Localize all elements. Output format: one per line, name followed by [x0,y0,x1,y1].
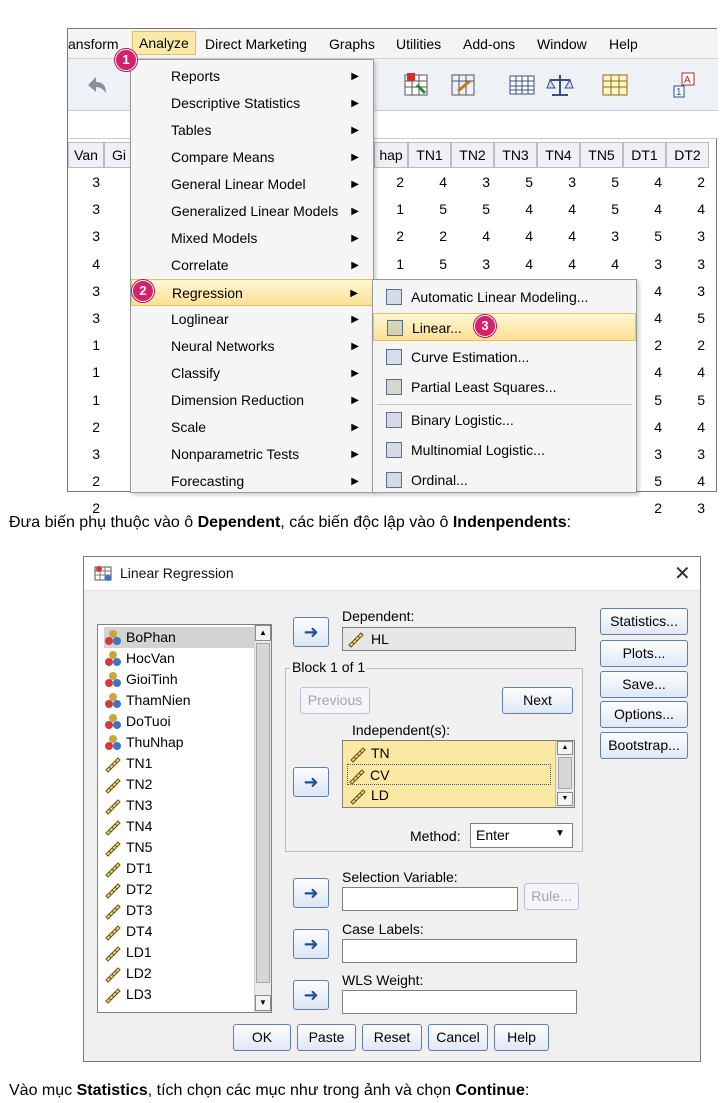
data-cell[interactable]: 2 [439,228,447,245]
variable-item[interactable] [104,984,152,1005]
data-cell[interactable]: 3 [482,174,490,190]
cell-van[interactable]: 3 [92,310,100,326]
data-cell[interactable]: 2 [396,228,404,245]
menu-direct-marketing[interactable]: Direct Marketing [205,36,307,52]
variable-name: HocVan [126,650,175,666]
chevron-right-icon: ▶ [351,125,359,136]
cell-van[interactable]: 4 [92,255,100,272]
variable-item[interactable] [104,837,152,858]
cell-van[interactable]: 3 [92,201,100,218]
scale-variable-icon [104,923,122,940]
weight-cases-icon[interactable] [546,71,574,99]
variable-item[interactable] [104,900,152,921]
dialog-title-bar [84,557,700,591]
chevron-right-icon: ▶ [351,314,359,325]
variable-item[interactable] [104,963,152,984]
scroll-up-icon[interactable]: ▲ [557,741,573,755]
variable-item[interactable] [104,774,152,795]
chevron-right-icon: ▶ [351,206,359,217]
regression-method-icon [386,289,402,305]
scroll-down-icon[interactable]: ▼ [255,995,271,1011]
column-header[interactable]: TN2 [451,142,494,168]
analyze-menu-item[interactable] [131,63,373,90]
menu-item-label: Compare Means [171,149,275,165]
variable-item[interactable] [104,627,254,648]
variable-name: DT1 [126,860,153,876]
regression-method-icon [387,320,403,336]
chevron-right-icon: ▶ [351,395,359,406]
scale-variable-icon [104,860,122,877]
dependent-value: HL [371,631,389,647]
data-cell[interactable]: 4 [611,255,619,272]
variable-item[interactable] [104,795,152,816]
analyze-menu-item[interactable] [131,360,373,387]
scale-variable-icon [104,797,122,814]
step-badge-1: 1 [115,49,137,71]
analyze-menu-item[interactable] [131,279,373,306]
scale-variable-icon [347,631,365,647]
case-labels-field[interactable] [342,939,577,963]
column-header[interactable]: Van [68,142,104,168]
data-cell[interactable]: 2 [697,174,705,190]
independent-scrollbar[interactable] [555,741,574,807]
variable-item[interactable] [104,921,152,942]
regression-submenu-item[interactable] [373,373,636,401]
variable-name: TN4 [126,818,153,834]
next-button[interactable]: Next [502,687,573,714]
plots-button[interactable]: Plots... [600,640,688,667]
data-cell[interactable]: 4 [697,473,705,490]
options-button[interactable]: Options... [600,701,688,728]
menu-item-label: General Linear Model [171,176,306,192]
data-cell[interactable]: 4 [654,364,662,381]
chevron-right-icon: ▶ [351,476,359,487]
data-cell[interactable]: 2 [396,174,404,190]
regression-method-icon [386,379,402,395]
data-cell[interactable]: 1 [396,255,404,272]
data-cell[interactable]: 4 [697,418,705,435]
case-labels-label: Case Labels: [342,921,424,937]
save-button[interactable]: Save... [600,671,688,698]
data-cell[interactable]: 3 [482,255,490,272]
paste-button[interactable]: Paste [297,1024,356,1051]
analyze-menu-item[interactable] [131,333,373,360]
cell-van[interactable]: 3 [92,228,100,245]
statistics-button[interactable]: Statistics... [600,608,688,635]
linear-regression-dialog [83,556,701,1062]
regression-method-icon [386,349,402,365]
cell-van[interactable]: 1 [92,337,100,354]
menu-item-label: Scale [171,419,207,435]
data-cell[interactable]: 5 [697,391,705,408]
nominal-variable-icon [104,671,122,688]
data-cell[interactable]: 2 [697,337,705,354]
caption-bold: Indenpendents [452,514,567,531]
wls-weight-label: WLS Weight: [342,972,424,988]
cell-van[interactable]: 3 [92,446,100,462]
chevron-right-icon: ▶ [351,341,359,352]
reset-button[interactable]: Reset [362,1024,422,1051]
regression-submenu [372,279,637,493]
menu-item-label: Forecasting [171,473,245,489]
submenu-item-label: Curve Estimation... [411,349,530,365]
scale-variable-icon [349,745,367,762]
block-label: Block 1 of 1 [292,659,366,675]
menu-item-label: Descriptive Statistics [171,95,301,111]
analyze-menu-item[interactable] [131,171,373,198]
data-cell[interactable]: 1 [396,201,404,218]
regression-submenu-item[interactable] [373,343,636,371]
caption-bold: Dependent [197,514,281,531]
caption-bold: Statistics [76,1082,148,1099]
variable-name: LD2 [126,965,152,981]
menu-analyze[interactable]: Analyze [132,31,196,55]
column-header[interactable]: DT1 [623,142,666,168]
data-cell[interactable]: 5 [439,255,447,272]
independent-item[interactable] [347,764,551,785]
scale-variable-icon [104,755,122,772]
submenu-item-label: Linear... [412,320,462,336]
data-cell[interactable]: 5 [654,473,662,490]
menu-item-label: Correlate [171,257,229,273]
data-cell[interactable]: 4 [654,310,662,326]
data-cell[interactable]: 2 [654,337,662,354]
chevron-right-icon: ▶ [351,179,359,190]
data-cell[interactable]: 4 [525,228,533,245]
move-to-independent-button[interactable]: ➜ [293,767,329,797]
column-header[interactable]: DT2 [666,142,709,168]
chevron-down-icon: ▼ [555,828,565,839]
data-cell[interactable]: 3 [697,500,705,517]
cell-van[interactable]: 2 [92,500,100,517]
svg-text:A: A [684,75,691,86]
menu-separator [377,404,632,405]
scroll-thumb[interactable] [558,757,572,789]
analyze-menu-item[interactable] [131,387,373,414]
variable-item[interactable] [104,879,152,900]
list-scrollbar[interactable] [254,625,271,1012]
menu-transform[interactable]: ansform [68,36,119,52]
variable-item[interactable] [104,732,184,753]
scale-variable-icon [348,767,366,784]
menu-item-label: Tables [171,122,212,138]
menu-add-ons[interactable]: Add-ons [463,36,516,52]
svg-text:1: 1 [676,87,682,98]
data-cell[interactable]: 4 [697,364,705,381]
chevron-right-icon: ▶ [351,233,359,244]
chevron-right-icon: ▶ [351,152,359,163]
data-cell[interactable]: 5 [611,201,619,218]
variable-name: DT4 [126,923,153,939]
data-cell[interactable]: 5 [439,201,447,218]
regression-submenu-item[interactable] [373,283,636,311]
column-header[interactable]: TN5 [580,142,623,168]
variable-item[interactable] [104,690,191,711]
data-cell[interactable]: 3 [697,228,705,245]
nominal-variable-icon [104,629,122,646]
data-cell[interactable]: 5 [482,201,490,218]
menu-utilities[interactable]: Utilities [396,36,442,52]
variable-item[interactable] [104,711,171,732]
variable-name: TN1 [126,755,153,771]
chevron-right-icon: ▶ [351,368,359,379]
split-file-icon[interactable] [508,71,536,99]
data-cell[interactable]: 2 [654,500,662,517]
data-cell[interactable]: 3 [654,255,662,272]
chevron-right-icon: ▶ [351,71,359,82]
cell-van[interactable]: 2 [92,473,100,490]
scale-variable-icon [104,776,122,793]
data-cell[interactable]: 4 [525,201,533,218]
variable-item[interactable] [104,858,152,879]
chevron-right-icon: ▶ [351,422,359,433]
data-cell[interactable]: 4 [654,201,662,218]
data-cell[interactable]: 4 [568,255,576,272]
caption-text: : [524,1082,530,1099]
menu-item-label: Nonparametric Tests [171,446,300,462]
instruction-caption-2 [9,1082,529,1100]
chevron-right-icon: ▶ [351,98,359,109]
caption-text: Vào mục [9,1082,77,1099]
independent-label: Independent(s): [352,722,451,738]
select-cases-icon[interactable] [601,71,629,99]
data-cell[interactable]: 4 [525,255,533,272]
submenu-item-label: Multinomial Logistic... [411,442,545,458]
rule-button[interactable]: Rule... [524,883,579,910]
menu-item-label: Neural Networks [171,338,275,354]
scale-variable-icon [104,818,122,835]
menu-window[interactable]: Window [537,36,587,52]
data-cell[interactable]: 5 [654,228,662,245]
method-label: Method: [410,828,461,844]
spss-data-editor-screenshot [67,28,717,517]
data-cell[interactable]: 5 [611,174,619,190]
independent-name: LD [371,787,389,803]
data-cell[interactable]: 4 [654,174,662,190]
insert-cases-icon[interactable] [403,71,431,99]
scale-variable-icon [104,986,122,1003]
column-header[interactable]: TN1 [408,142,451,168]
submenu-item-label: Binary Logistic... [411,412,514,428]
caption-text: , các biến độc lập vào ô [280,514,453,531]
move-to-case-labels-button[interactable]: ➜ [293,929,329,959]
dependent-field[interactable] [342,627,576,651]
analyze-menu-item[interactable] [131,252,373,279]
variable-name: TN3 [126,797,153,813]
regression-submenu-item[interactable] [373,436,636,464]
scale-variable-icon [104,902,122,919]
cell-van[interactable]: 1 [92,364,100,381]
dialog-title: Linear Regression [120,565,234,581]
menu-item-label: Loglinear [171,311,229,327]
step-badge-3: 3 [474,315,496,337]
column-header[interactable]: TN4 [537,142,580,168]
caption-text: Đưa biến phụ thuộc vào ô [9,514,198,531]
insert-variable-icon[interactable] [450,71,478,99]
variable-name: TN2 [126,776,153,792]
cell-van[interactable]: 2 [92,418,100,435]
submenu-item-label: Ordinal... [411,472,468,488]
data-cell[interactable]: 4 [482,228,490,245]
variable-name: LD3 [126,986,152,1002]
variable-name: BoPhan [126,629,176,645]
data-cell[interactable]: 3 [611,228,619,245]
scale-variable-icon [349,787,367,804]
cancel-button[interactable]: Cancel [428,1024,488,1051]
menu-item-label: Regression [172,285,243,301]
bootstrap-button[interactable]: Bootstrap... [600,732,688,759]
scale-variable-icon [104,881,122,898]
variable-name: LD1 [126,944,152,960]
move-to-wls-weight-button[interactable]: ➜ [293,980,329,1010]
data-cell[interactable]: 3 [654,446,662,462]
analyze-menu-item[interactable] [131,306,373,333]
regression-method-icon [386,442,402,458]
wls-weight-field[interactable] [342,990,577,1014]
method-value: Enter [476,827,510,843]
variable-name: ThuNhap [126,734,184,750]
variable-item[interactable] [104,669,178,690]
scroll-up-icon[interactable]: ▲ [255,625,271,641]
analyze-menu-item[interactable] [131,468,373,495]
analyze-menu-item[interactable] [131,117,373,144]
nominal-variable-icon [104,734,122,751]
menu-help[interactable]: Help [609,36,638,52]
variable-item[interactable] [104,816,152,837]
menu-item-label: Dimension Reduction [171,392,305,408]
move-to-dependent-button[interactable]: ➜ [293,617,329,647]
step-badge-2: 2 [132,280,154,302]
variable-name: DT2 [126,881,153,897]
variable-item[interactable] [104,942,152,963]
nominal-variable-icon [104,692,122,709]
independent-name: TN [371,745,390,761]
data-cell[interactable]: 3 [568,174,576,190]
data-cell[interactable]: 5 [697,310,705,326]
menu-item-label: Generalized Linear Models [171,203,339,219]
analyze-menu-item[interactable] [131,90,373,117]
independent-name: CV [370,767,390,783]
selection-variable-field[interactable] [342,887,518,911]
cell-van[interactable]: 3 [92,282,100,299]
regression-submenu-item[interactable] [373,466,636,494]
caption-text: : [566,514,572,531]
cell-van[interactable]: 1 [92,391,100,408]
data-cell[interactable]: 4 [568,201,576,218]
cell-van[interactable]: 3 [92,174,100,190]
submenu-item-label: Partial Least Squares... [411,379,557,395]
variable-name: DoTuoi [126,713,171,729]
regression-submenu-item[interactable] [373,406,636,434]
menu-bar [68,29,718,59]
scroll-down-icon[interactable]: ▼ [557,792,573,806]
menu-graphs[interactable]: Graphs [329,36,375,52]
scale-variable-icon [104,944,122,961]
nominal-variable-icon [104,650,122,667]
scroll-thumb[interactable] [256,643,270,983]
column-header[interactable]: hap [374,142,408,168]
data-cell[interactable]: 3 [697,282,705,299]
nominal-variable-icon [104,713,122,730]
data-cell[interactable]: 3 [697,446,705,462]
dependent-label: Dependent: [342,608,415,624]
independent-item[interactable] [349,785,389,806]
spss-dialog-icon [94,565,114,583]
variable-name: DT3 [126,902,153,918]
source-variable-list[interactable] [97,624,272,1013]
analyze-menu-item[interactable] [131,144,373,171]
scale-variable-icon [104,965,122,982]
variable-item[interactable] [104,648,175,669]
variable-name: GioiTinh [126,671,178,687]
help-button[interactable]: Help [494,1024,549,1051]
caption-bold: Continue [455,1082,525,1099]
data-cell[interactable]: 5 [525,174,533,190]
chevron-right-icon: ▶ [350,288,358,299]
method-select[interactable] [470,823,573,848]
previous-button[interactable]: Previous [300,687,370,714]
data-cell[interactable]: 4 [697,201,705,218]
menu-item-label: Classify [171,365,221,381]
data-cell[interactable]: 4 [568,228,576,245]
data-cell[interactable]: 4 [654,418,662,435]
regression-method-icon [386,412,402,428]
variable-name: ThamNien [126,692,191,708]
chevron-right-icon: ▶ [351,449,359,460]
analyze-menu-item[interactable] [131,198,373,225]
independent-item[interactable] [349,743,390,764]
data-cell[interactable]: 4 [439,174,447,190]
analyze-menu-item[interactable] [131,441,373,468]
variable-name: TN5 [126,839,153,855]
scale-variable-icon [104,839,122,856]
close-icon[interactable]: ✕ [674,563,691,585]
caption-text: , tích chọn các mục như trong ảnh và chọn [147,1082,456,1099]
instruction-caption-1 [9,514,571,532]
chevron-right-icon: ▶ [351,260,359,271]
selection-variable-label: Selection Variable: [342,869,458,885]
independent-list[interactable] [342,740,575,808]
undo-icon[interactable] [82,71,110,99]
regression-submenu-item[interactable] [373,313,636,341]
submenu-item-label: Automatic Linear Modeling... [411,289,589,305]
value-labels-icon[interactable] [672,71,700,99]
data-cell[interactable]: 5 [654,391,662,408]
data-cell[interactable]: 4 [654,282,662,299]
column-header[interactable]: TN3 [494,142,537,168]
menu-item-label: Reports [171,68,221,84]
regression-method-icon [386,472,402,488]
variable-item[interactable] [104,753,152,774]
column-header[interactable]: Gi [104,142,134,168]
analyze-menu-item[interactable] [131,225,373,252]
ok-button[interactable]: OK [233,1024,291,1051]
menu-item-label: Mixed Models [171,230,258,246]
analyze-menu-item[interactable] [131,414,373,441]
data-cell[interactable]: 3 [697,255,705,272]
move-to-selection-button[interactable]: ➜ [293,878,329,908]
analyze-menu [130,59,374,493]
